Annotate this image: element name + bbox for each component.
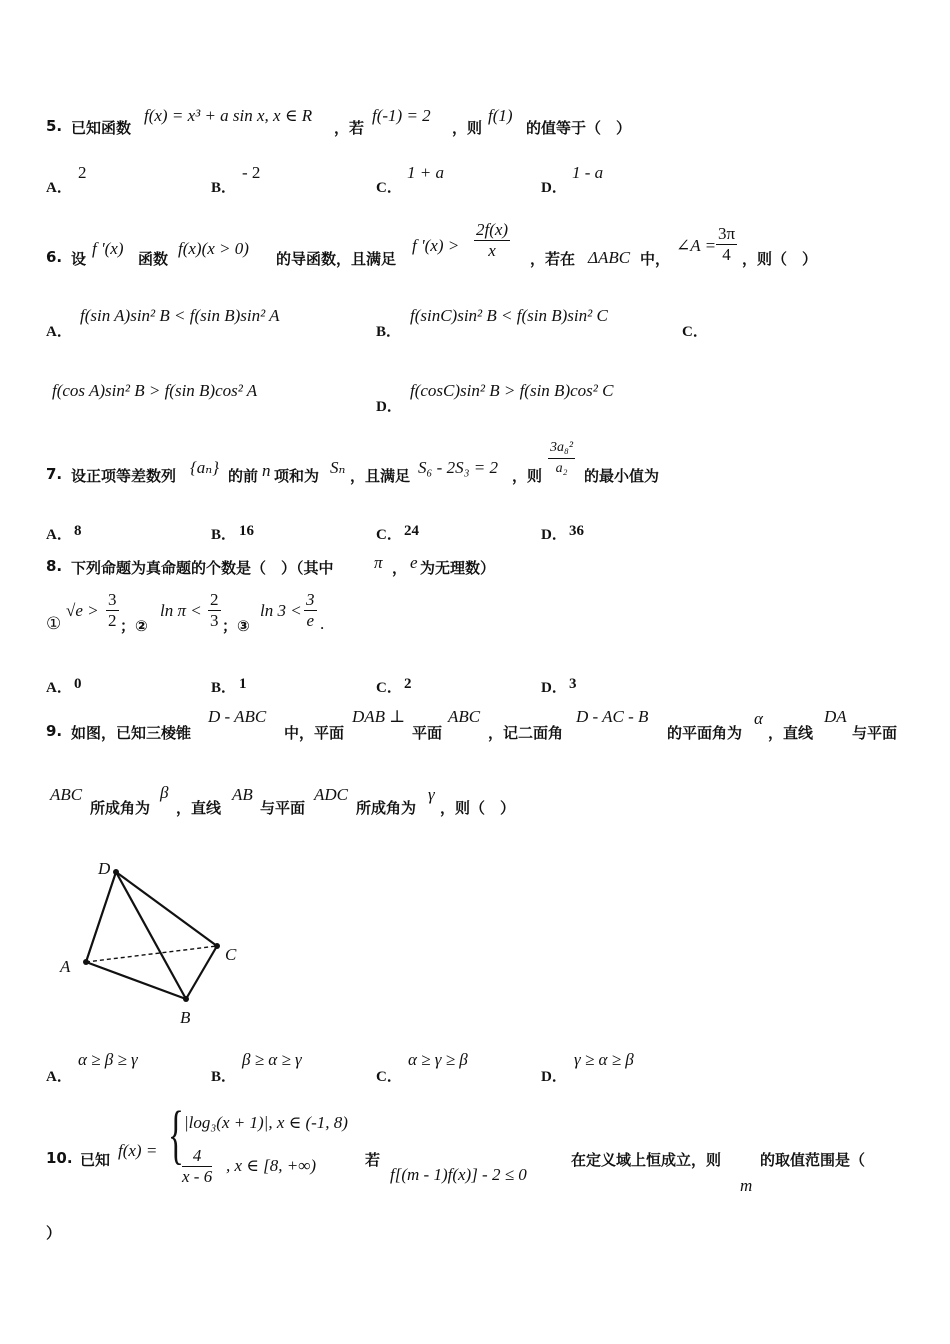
q6-option-d-label: D． [376, 399, 402, 415]
q9-math-2: DAB ⊥ [352, 707, 406, 726]
q10-case-2-tail: , x ∈ [8, +∞) [226, 1156, 316, 1175]
q5-text-4: 的值等于（ ） [526, 119, 632, 137]
q8-statement-1-fraction [106, 590, 119, 631]
label-c: C [225, 945, 237, 964]
q9-text-10: 与平面 [260, 799, 306, 817]
q9-option-a-value: α ≥ β ≥ γ [78, 1050, 138, 1069]
q5-option-c-label: C． [376, 180, 402, 196]
q8-end: . [320, 614, 325, 633]
q6-math-5: ∠A = [676, 236, 717, 255]
q10-text-1: 已知 [80, 1151, 111, 1169]
edge-db [116, 872, 186, 999]
q7-option-d-value: 36 [569, 523, 584, 539]
q5-option-d-label: D． [541, 180, 567, 196]
q6-math-1: f '(x) [92, 239, 124, 258]
q6-text-1: 设 [71, 250, 87, 268]
q5-text-1: 已知函数 [71, 119, 132, 137]
q9-math-10: ADC [314, 785, 348, 804]
q7-option-b-value: 16 [239, 523, 254, 539]
q9-math-11: γ [428, 785, 435, 804]
edge-ab [86, 962, 186, 999]
q9-option-c-value: α ≥ γ ≥ β [408, 1050, 468, 1069]
q5-option-b-label: B． [211, 180, 237, 196]
q9-text-12: ，则（ ） [440, 799, 516, 817]
edge-dc [116, 872, 217, 946]
q6-number: 6. [46, 248, 63, 266]
q6-text-2: 函数 [138, 250, 169, 268]
q8-option-d-label: D． [541, 680, 567, 696]
q8-statement-3-fraction [304, 590, 317, 631]
q9-text-7: 与平面 [852, 724, 898, 742]
q5-math-2: f(-1) = 2 [372, 106, 431, 125]
q10-text-2: 若 [365, 1151, 381, 1169]
q6-angle-fraction [716, 224, 737, 265]
q8-math-pi: π [374, 553, 383, 572]
q6-text-6: ，则（ ） [742, 250, 818, 268]
q9-text-11: 所成角为 [356, 799, 417, 817]
q8-option-b-value: 1 [239, 676, 247, 692]
q10-math-3: m [740, 1176, 753, 1195]
q6-math-4: ΔABC [588, 248, 631, 267]
q8-statement-1-marker: ① [46, 614, 62, 633]
q8-option-a-value: 0 [74, 676, 82, 692]
q6-option-a-value: f(sin A)sin² B < f(sin B)sin² A [80, 306, 280, 325]
q9-option-c-label: C． [376, 1069, 402, 1085]
q6-option-d-value: f(cosC)sin² B > f(sin B)cos² C [410, 381, 614, 400]
q7-fraction-numerator: 3a₈² [548, 438, 575, 459]
q7-option-d-label: D． [541, 527, 567, 543]
q9-math-9: AB [232, 785, 253, 804]
vertex-c [214, 943, 220, 949]
q5-text-3: ，则 [452, 119, 483, 137]
q6-fraction-denominator: x [488, 241, 496, 260]
q9-math-7: ABC [50, 785, 83, 804]
q6-text-5: 中， [640, 250, 671, 268]
q8-text-2: ， [392, 559, 408, 577]
q5-option-d-value: 1 - a [572, 163, 604, 182]
q8-option-d-value: 3 [569, 676, 577, 692]
q9-text-9: ，直线 [176, 799, 222, 817]
q5-text-2: ，若 [334, 119, 365, 137]
q10-case-2-fraction [182, 1146, 212, 1187]
q8-number: 8. [46, 557, 63, 575]
q9-text-8: 所成角为 [90, 799, 151, 817]
q8-separator-2: ；③ [222, 617, 250, 635]
q7-math-3: Sₙ [330, 458, 346, 477]
vertex-b [183, 996, 189, 1002]
q7-text-2: 的前 [228, 467, 259, 485]
label-b: B [180, 1008, 191, 1027]
q8-statement-1: √e > [66, 601, 99, 620]
q10-math-1: f(x) = [118, 1141, 158, 1160]
q9-text-3: 平面 [412, 724, 443, 742]
q7-number: 7. [46, 465, 63, 483]
q7-text-3: 项和为 [274, 467, 320, 485]
q10-text-3: 在定义域上恒成立，则 [571, 1151, 722, 1169]
q6-option-b-label: B． [376, 324, 402, 340]
q9-text-2: 中，平面 [284, 724, 345, 742]
q6-option-c-label: C． [682, 324, 708, 340]
q10-case-2-numerator: 4 [182, 1146, 212, 1167]
q8-text-1: 下列命题为真命题的个数是（ ）（其中 [71, 559, 334, 577]
q7-text-1: 设正项等差数列 [71, 467, 177, 485]
edge-da [86, 872, 116, 962]
q8-s2-numerator: 2 [210, 590, 219, 609]
q8-option-b-label: B． [211, 680, 237, 696]
q5-option-a-label: A． [46, 180, 72, 196]
q6-option-c-value: f(cos A)sin² B > f(sin B)cos² A [52, 381, 258, 400]
q7-option-a-value: 8 [74, 523, 82, 539]
q7-option-b-label: B． [211, 527, 237, 543]
q8-separator-1: ；② [120, 617, 148, 635]
q6-math-2: f(x)(x > 0) [178, 239, 249, 258]
q5-option-a-value: 2 [78, 163, 87, 182]
q6-math-3: f '(x) > [412, 236, 460, 255]
q9-math-3: ABC [448, 707, 481, 726]
q10-case-2-denominator: x - 6 [182, 1167, 213, 1186]
q5-option-b-value: - 2 [242, 163, 261, 182]
q7-fraction [548, 438, 575, 479]
q7-fraction-denominator: a₂ [555, 461, 568, 476]
q8-math-e: e [410, 553, 418, 572]
q9-option-b-value: β ≥ α ≥ γ [242, 1050, 302, 1069]
q6-text-4: ，若在 [530, 250, 576, 268]
q8-statement-3: ln 3 < [260, 601, 302, 620]
q7-option-a-label: A． [46, 527, 72, 543]
q7-math-1: {aₙ} [190, 458, 219, 477]
q8-statement-2: ln π < [160, 601, 202, 620]
q10-math-2: f[(m - 1)f(x)] - 2 ≤ 0 [390, 1165, 527, 1184]
q5-math-3: f(1) [488, 106, 513, 125]
tetrahedron-figure [50, 850, 250, 1030]
q8-s3-denominator: e [306, 611, 315, 630]
q6-angle-numerator: 3π [718, 224, 736, 243]
q8-text-3: 为无理数） [420, 559, 496, 577]
q9-number: 9. [46, 722, 63, 740]
q7-text-5: ，则 [512, 467, 543, 485]
q8-s1-denominator: 2 [108, 611, 117, 630]
q9-math-4: D - AC - B [576, 707, 649, 726]
q8-s3-numerator: 3 [306, 590, 315, 609]
vertex-d [113, 869, 119, 875]
vertex-a [83, 959, 89, 965]
q8-s1-numerator: 3 [108, 590, 117, 609]
q7-option-c-value: 24 [404, 523, 419, 539]
q9-option-d-value: γ ≥ α ≥ β [574, 1050, 634, 1069]
q8-option-c-label: C． [376, 680, 402, 696]
q7-option-c-label: C． [376, 527, 402, 543]
q7-math-4: S₆ - 2S₃ = 2 [418, 458, 498, 477]
q9-option-a-label: A． [46, 1069, 72, 1085]
q6-text-3: 的导函数，且满足 [276, 250, 397, 268]
q9-math-5: α [754, 709, 763, 728]
q9-option-b-label: B． [211, 1069, 237, 1085]
edge-bc [186, 946, 217, 999]
q8-option-a-label: A． [46, 680, 72, 696]
q10-brace-icon: { [168, 1098, 184, 1171]
q9-text-4: ，记二面角 [488, 724, 564, 742]
q9-math-1: D - ABC [208, 707, 267, 726]
q8-option-c-value: 2 [404, 676, 412, 692]
q9-text-6: ，直线 [768, 724, 814, 742]
q8-statement-2-fraction [208, 590, 221, 631]
q10-case-1: |log₃(x + 1)|, x ∈ (-1, 8) [184, 1113, 348, 1132]
q6-option-b-value: f(sinC)sin² B < f(sin B)sin² C [410, 306, 608, 325]
label-a: A [60, 957, 71, 976]
q5-number: 5. [46, 117, 63, 135]
q8-s2-denominator: 3 [210, 611, 219, 630]
q5-math-1: f(x) = x³ + a sin x, x ∈ R [144, 106, 313, 125]
q10-text-5: ） [46, 1224, 62, 1242]
q9-text-1: 如图，已知三棱锥 [71, 724, 192, 742]
q6-option-a-label: A． [46, 324, 72, 340]
q7-text-4: ，且满足 [350, 467, 411, 485]
q7-text-6: 的最小值为 [584, 467, 660, 485]
q9-text-5: 的平面角为 [667, 724, 743, 742]
q9-option-d-label: D． [541, 1069, 567, 1085]
edge-ac-hidden [86, 946, 217, 962]
q10-text-4: 的取值范围是（ [760, 1151, 866, 1169]
label-d: D [98, 859, 111, 878]
q6-angle-denominator: 4 [722, 245, 731, 264]
q9-math-8: β [160, 783, 169, 802]
q10-number: 10. [46, 1149, 73, 1167]
q5-option-c-value: 1 + a [407, 163, 444, 182]
q9-math-6: DA [824, 707, 847, 726]
q6-condition-fraction [474, 220, 510, 261]
q7-math-2: n [262, 461, 271, 480]
q6-fraction-numerator: 2f(x) [476, 220, 509, 239]
